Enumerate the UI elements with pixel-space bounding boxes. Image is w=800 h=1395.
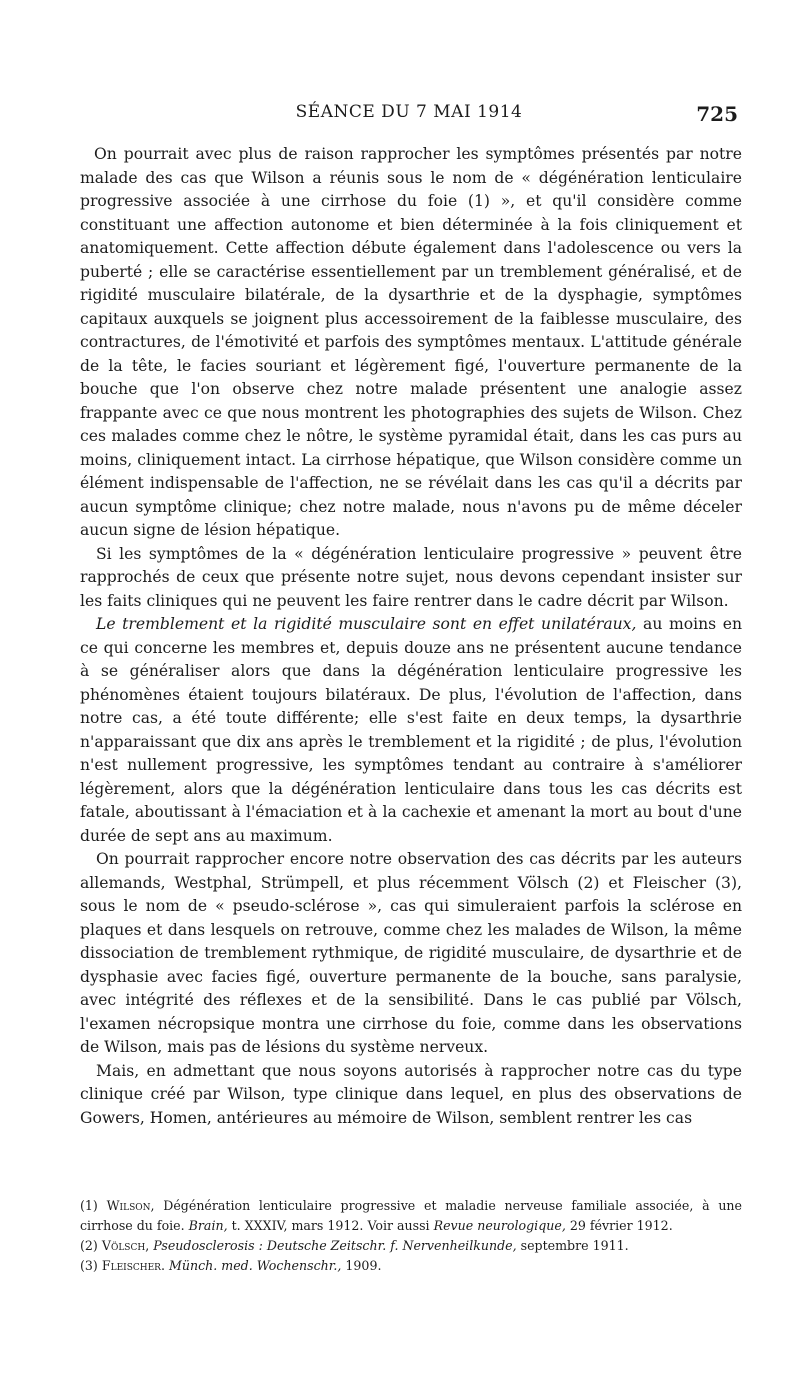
footnote-journal: Münch. med. Wochenschr., (168, 1258, 342, 1273)
footnote-journal: Deutsche Zeitschr. f. Nervenheilkunde, (266, 1238, 517, 1253)
paragraph-continuation: au moins en ce qui concerne les membres et, depuis douze ans ne présentent aucune tendance à se généraliser alors que dans la dégénération lenticulaire progressive les phénomènes étaient toujours bilatéraux. De plus, l'évolution de l'affection, dans notre cas, a été toute différente; elle s'est faite en deux temps, la dysarthrie n'apparaissant que dix ans après le tremblement et la rigidité ; de plus, l'évolution n'est nullement progressive, les symptômes tendant au contraire à s'améliorer légèrement, alors que la dégénération lenticulaire dans tous les cas décrits est fatale, aboutissant à l'émaciation et à la cachexie et amenant la mort au bout d'une durée de sept ans au maximum. (80, 615, 743, 845)
footnote-2 (80, 1236, 742, 1256)
footnote-journal: Revue neurologique, (433, 1218, 566, 1233)
footnote-number: (1) (80, 1198, 98, 1213)
running-title: SÉANCE DU 7 MAI 1914 (295, 102, 523, 122)
page-number: 725 (696, 102, 738, 126)
paragraph: On pourrait rapprocher encore notre observation des cas décrits par les auteurs allemands, Westphal, Strümpell, et plus récemment Völsch (2) et Fleischer (3), sous le nom de « pseudo-sclérose », cas qui simuleraient parfois la sclérose en plaques et dans lesquels on retrouve, comme chez les malades de Wilson, la même dissociation de tremblement rythmique, de rigidité musculaire, de dysarthrie et de dysphasie avec facies figé, ouverture permanente de la bouche, sans paralysie, avec intégrité des réflexes et de la sensibilité. Dans le cas publié par Völsch, l'examen nécropsique montra une cirrhose du foie, comme dans les observations de Wilson, mais pas de lésions du système nerveux. (80, 850, 742, 1056)
footnote-author: Fleischer. (101, 1258, 165, 1273)
footnotes (80, 1196, 742, 1276)
footnote-title: Pseudosclerosis : (153, 1238, 263, 1253)
footnote-details: septembre 1911. (520, 1238, 629, 1253)
paragraph: Si les symptômes de la « dégénération lenticulaire progressive » peuvent être rapprochés de ceux que présente notre sujet, nous devons cependant insister sur les faits cliniques qui ne peuvent les faire rentrer dans le cadre décrit par Wilson. (80, 544, 742, 610)
footnote-3 (80, 1256, 742, 1276)
footnote-details: 1909. (345, 1258, 382, 1273)
footnote-author: Wilson, (106, 1198, 155, 1213)
paragraph: On pourrait avec plus de raison rapprocher les symptômes présentés par notre malade des cas que Wilson a réunis sous le nom de « dégénération lenticulaire progressive associée à une cirrhose du foie (1) », et qu'il considère comme constituant une affection autonome et bien déterminée à la fois cliniquement et anatomiquement. Cette affection débute également dans l'adolescence ou vers la puberté ; elle se caractérise essentiellement par un tremblement généralisé, et de rigidité musculaire bilatérale, de la dysarthrie et de la dysphagie, symptômes capitaux auxquels se joignent plus accessoirement de la faiblesse musculaire, des contractures, de l'émotivité et parfois des symptômes mentaux. L'attitude générale de la tête, le facies souriant et légèrement figé, l'ouverture permanente de la bouche que l'on observe chez notre malade présentent une analogie assez frappante avec ce que nous montrent les photographies des sujets de Wilson. Chez ces malades comme chez le nôtre, le système pyramidal était, dans les cas purs au moins, cliniquement intact. La cirrhose hépatique, que Wilson considère comme un élément indispensable de l'affection, ne se révélait dans les cas qu'il a décrits par aucun symptôme clinique; chez notre malade, nous n'avons pu de même déceler aucun signe de lésion hépatique. (80, 145, 742, 539)
footnote-details: t. XXXIV, mars 1912. Voir aussi (231, 1218, 430, 1233)
footnote-number: (2) (80, 1238, 98, 1253)
footnote-journal: Brain, (188, 1218, 228, 1233)
footnote-number: (3) (80, 1258, 98, 1273)
body-text (80, 143, 742, 1130)
footnote-author: Völsch, (101, 1238, 150, 1253)
footnote-details: 29 février 1912. (569, 1218, 673, 1233)
paragraph: Mais, en admettant que nous soyons autorisés à rapprocher notre cas du type clinique créé par Wilson, type clinique dans lequel, en plus des observations de Gowers, Homen, antérieures au mémoire de Wilson, semblent rentrer les cas (80, 1061, 742, 1127)
footnote-text: Dégénération lenticulaire progressive et maladie nerveuse familiale associée, à une cirrhose du foie. (80, 1198, 742, 1233)
paragraph-lead-italic: Le tremblement et la rigidité musculaire sont en effet unilatéraux, (96, 615, 637, 633)
page-header (80, 102, 738, 126)
footnote-1 (80, 1196, 742, 1236)
paragraph (80, 613, 742, 848)
